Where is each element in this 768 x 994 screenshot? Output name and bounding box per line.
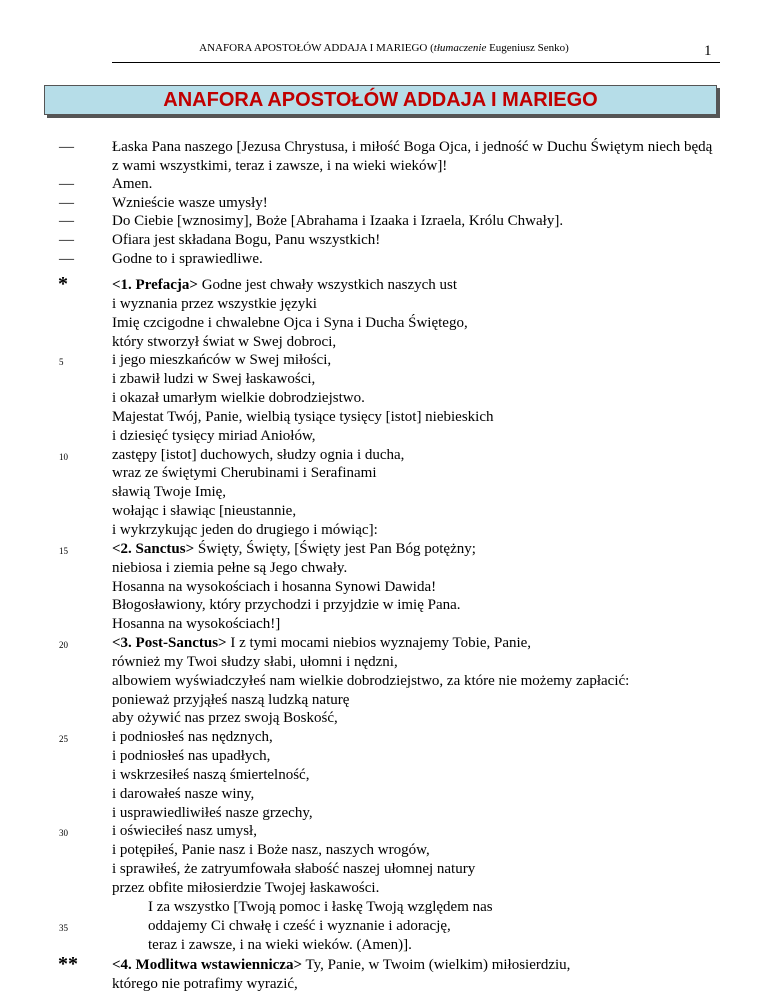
text-line xyxy=(0,483,768,502)
text-line xyxy=(0,295,768,314)
line-text xyxy=(112,747,270,766)
line-text xyxy=(112,521,378,540)
line-text xyxy=(148,936,412,955)
line-text xyxy=(112,634,531,653)
line-text xyxy=(112,370,315,389)
text-line xyxy=(0,408,768,427)
main-title: ANAFORA APOSTOŁÓW ADDAJA I MARIEGO xyxy=(44,85,717,115)
line-content: Godne jest chwały wszystkich naszych ust xyxy=(197,277,458,293)
text-line xyxy=(0,785,768,804)
line-content: aby ożywić nas przez swoją Boskość, xyxy=(112,710,338,727)
text-line xyxy=(0,691,768,710)
line-text xyxy=(112,408,494,427)
text-line xyxy=(0,975,768,994)
line-content: i dziesięć tysięcy miriad Aniołów, xyxy=(112,427,316,444)
line-number: 20 xyxy=(59,640,68,651)
line-text xyxy=(112,559,347,578)
line-content: i wskrzesiłeś naszą śmiertelność, xyxy=(112,766,310,783)
text-line xyxy=(0,370,768,389)
text-line xyxy=(0,672,768,691)
line-number: 25 xyxy=(59,734,68,745)
line-text xyxy=(112,427,316,446)
line-content: Ty, Panie, w Twoim (wielkim) miłosierdziu, xyxy=(302,957,571,973)
text-line xyxy=(0,728,768,747)
line-text xyxy=(112,709,338,728)
line-text xyxy=(112,596,461,615)
line-content: Błogosławiony, który przychodzi i przyjdzie w imię Pana. xyxy=(112,597,461,614)
line-content: i potępiłeś, Panie nasz i Boże nasz, naszych wrogów, xyxy=(112,842,430,859)
line-content: zastępy [istot] duchowych, słudzy ognia i ducha, xyxy=(112,446,405,463)
dialogue-dash: — xyxy=(59,139,74,155)
line-text xyxy=(112,728,273,747)
section-heading: <2. Sanctus> xyxy=(112,540,195,557)
line-content: Hosanna na wysokościach i hosanna Synowi Dawida! xyxy=(112,578,437,595)
dialogue-row xyxy=(0,212,768,231)
line-text xyxy=(112,276,457,295)
dialogue-text: Amen. xyxy=(112,176,153,193)
line-text xyxy=(112,879,379,898)
dialogue-dash: — xyxy=(59,250,74,267)
dialogue-text: Łaska Pana naszego [Jezusa Chrystusa, i miłość Boga Ojca, i jedność w Duchu Świętym niech będą xyxy=(112,139,713,155)
text-line xyxy=(0,766,768,785)
line-number: 35 xyxy=(59,922,68,933)
text-line xyxy=(0,634,768,653)
line-text xyxy=(112,822,257,841)
line-text xyxy=(112,653,398,672)
dialogue-text: z wami wszystkimi, teraz i zawsze, i na wieki wieków]! xyxy=(112,157,448,174)
dialogue-row xyxy=(0,231,768,250)
text-line xyxy=(0,879,768,898)
text-line xyxy=(0,917,768,936)
text-line xyxy=(0,427,768,446)
line-content: również my Twoi słudzy słabi, ułomni i nędzni, xyxy=(112,653,398,670)
section-1 xyxy=(0,273,768,954)
line-text xyxy=(112,295,317,314)
line-content: oddajemy Ci chwałę i cześć i wyznanie i adorację, xyxy=(148,917,451,934)
line-content: wołając i sławiąc [nieustannie, xyxy=(112,503,297,520)
line-number: 15 xyxy=(59,545,68,556)
dialogue-dash: — xyxy=(59,231,74,248)
line-content: I za wszystko [Twoją pomoc i łaskę Twoją względem nas xyxy=(148,898,493,915)
line-content: I z tymi mocami niebios wyznajemy Tobie, Panie, xyxy=(226,635,532,652)
line-text xyxy=(112,956,570,975)
line-text xyxy=(112,464,377,483)
text-line xyxy=(0,502,768,521)
line-content: Majestat Twój, Panie, wielbią tysiące tysięcy [istot] niebieskich xyxy=(112,408,494,425)
line-content: ponieważ przyjąłeś naszą ludzką naturę xyxy=(112,691,350,708)
dialogue-row xyxy=(0,250,768,269)
text-line xyxy=(0,709,768,728)
text-line xyxy=(0,578,768,597)
running-header: ANAFORA APOSTOŁÓW ADDAJA I MARIEGO (tłumaczenie Eugeniusz Senko) xyxy=(199,42,569,54)
line-content: i okazał umarłym wielkie dobrodziejstwo. xyxy=(112,390,365,407)
line-content: przez obfite miłosierdzie Twojej łaskawości. xyxy=(112,880,380,896)
line-text xyxy=(112,804,313,823)
dialogue-dash: — xyxy=(59,194,74,211)
line-text xyxy=(148,917,451,936)
line-number: 10 xyxy=(59,451,68,462)
line-content: i zbawił ludzi w Swej łaskawości, xyxy=(112,371,316,388)
line-content: i podniosłeś nas nędznych, xyxy=(112,729,273,746)
dialogue-dash: — xyxy=(59,213,74,230)
line-text xyxy=(112,540,476,559)
line-text xyxy=(112,502,296,521)
text-line xyxy=(0,276,768,295)
line-text xyxy=(112,615,280,634)
text-line xyxy=(0,389,768,408)
text-line xyxy=(0,898,768,917)
text-line xyxy=(0,936,768,955)
section-heading: <1. Prefacja> xyxy=(112,277,198,293)
line-content: i usprawiedliwiłeś nasze grzechy, xyxy=(112,804,313,821)
text-line xyxy=(0,747,768,766)
line-content: teraz i zawsze, i na wieki wieków. (Amen)]. xyxy=(148,936,412,953)
line-content: i podniosłeś nas upadłych, xyxy=(112,748,271,765)
section-1-marker: * xyxy=(58,273,68,295)
text-line xyxy=(0,559,768,578)
header-rule xyxy=(112,62,720,63)
line-number: 30 xyxy=(59,828,68,839)
line-text xyxy=(112,314,468,333)
section-2 xyxy=(0,953,768,994)
line-text xyxy=(148,898,493,917)
line-text xyxy=(112,389,365,408)
running-header-translation-word: tłumaczenie xyxy=(433,42,487,54)
text-line xyxy=(0,596,768,615)
line-content: i jego mieszkańców w Swej miłości, xyxy=(112,352,332,369)
running-header-translator: Eugeniusz Senko xyxy=(489,42,566,54)
dialogue-row xyxy=(0,157,768,176)
line-text xyxy=(112,351,331,370)
line-content: Hosanna na wysokościach!] xyxy=(112,616,281,633)
line-text xyxy=(112,672,629,691)
line-text xyxy=(112,975,298,994)
line-content: albowiem wyświadczyłeś nam wielkie dobrodziejstwo, za które nie możemy zapłacić: xyxy=(112,672,630,689)
text-line xyxy=(0,956,768,975)
line-content: który stworzył świat w Swej dobroci, xyxy=(112,333,337,350)
dialogue-row xyxy=(0,194,768,213)
line-content: i sprawiłeś, że zatryumfowała słabość naszej ułomnej natury xyxy=(112,861,476,878)
line-content: i wyznania przez wszystkie języki xyxy=(112,295,317,312)
text-line xyxy=(0,653,768,672)
line-content: i wykrzykując jeden do drugiego i mówiąc]: xyxy=(112,521,378,538)
dialogue-text: Ofiara jest składana Bogu, Panu wszystkich! xyxy=(112,231,381,248)
line-content: i oświeciłeś nasz umysł, xyxy=(112,823,257,840)
line-text xyxy=(112,446,404,465)
text-line xyxy=(0,841,768,860)
text-line xyxy=(0,314,768,333)
text-line xyxy=(0,446,768,465)
line-text xyxy=(112,333,336,352)
line-content: niebiosa i ziemia pełne są Jego chwały. xyxy=(112,559,348,576)
line-content: którego nie potrafimy wyrazić, xyxy=(112,975,298,992)
text-line xyxy=(0,860,768,879)
line-text xyxy=(112,578,436,597)
text-line xyxy=(0,333,768,352)
running-header-title: ANAFORA APOSTOŁÓW ADDAJA I MARIEGO xyxy=(199,42,428,54)
section-heading: <4. Modlitwa wstawiennicza> xyxy=(112,957,302,973)
text-line xyxy=(0,464,768,483)
text-line xyxy=(0,521,768,540)
line-content: sławią Twoje Imię, xyxy=(112,484,227,501)
dialogue-text: Wznieście wasze umysły! xyxy=(112,194,268,211)
opening-dialogue xyxy=(0,138,768,268)
text-line xyxy=(0,351,768,370)
line-content: Imię czcigodne i chwalebne Ojca i Syna i Ducha Świętego, xyxy=(112,314,468,331)
page-number: 1 xyxy=(704,43,712,59)
line-text xyxy=(112,841,430,860)
line-text xyxy=(112,766,309,785)
text-line xyxy=(0,822,768,841)
dialogue-text: Do Ciebie [wznosimy], Boże [Abrahama i Izaaka i Izraela, Królu Chwały]. xyxy=(112,213,564,230)
dialogue-row xyxy=(0,175,768,194)
line-content: wraz ze świętymi Cherubinami i Serafinami xyxy=(112,465,377,482)
text-line xyxy=(0,804,768,823)
line-content: Święty, Święty, [Święty jest Pan Bóg potężny; xyxy=(194,540,476,557)
line-content: i darowałeś nasze winy, xyxy=(112,785,255,802)
dialogue-row xyxy=(0,138,768,157)
line-text xyxy=(112,483,226,502)
dialogue-dash: — xyxy=(59,176,74,193)
text-line xyxy=(0,540,768,559)
section-2-marker: ** xyxy=(58,953,78,975)
text-line xyxy=(0,615,768,634)
line-text xyxy=(112,785,254,804)
dialogue-text: Godne to i sprawiedliwe. xyxy=(112,250,263,267)
line-number: 5 xyxy=(59,357,64,368)
line-text xyxy=(112,691,349,710)
section-heading: <3. Post-Sanctus> xyxy=(112,635,227,652)
line-text xyxy=(112,860,475,879)
